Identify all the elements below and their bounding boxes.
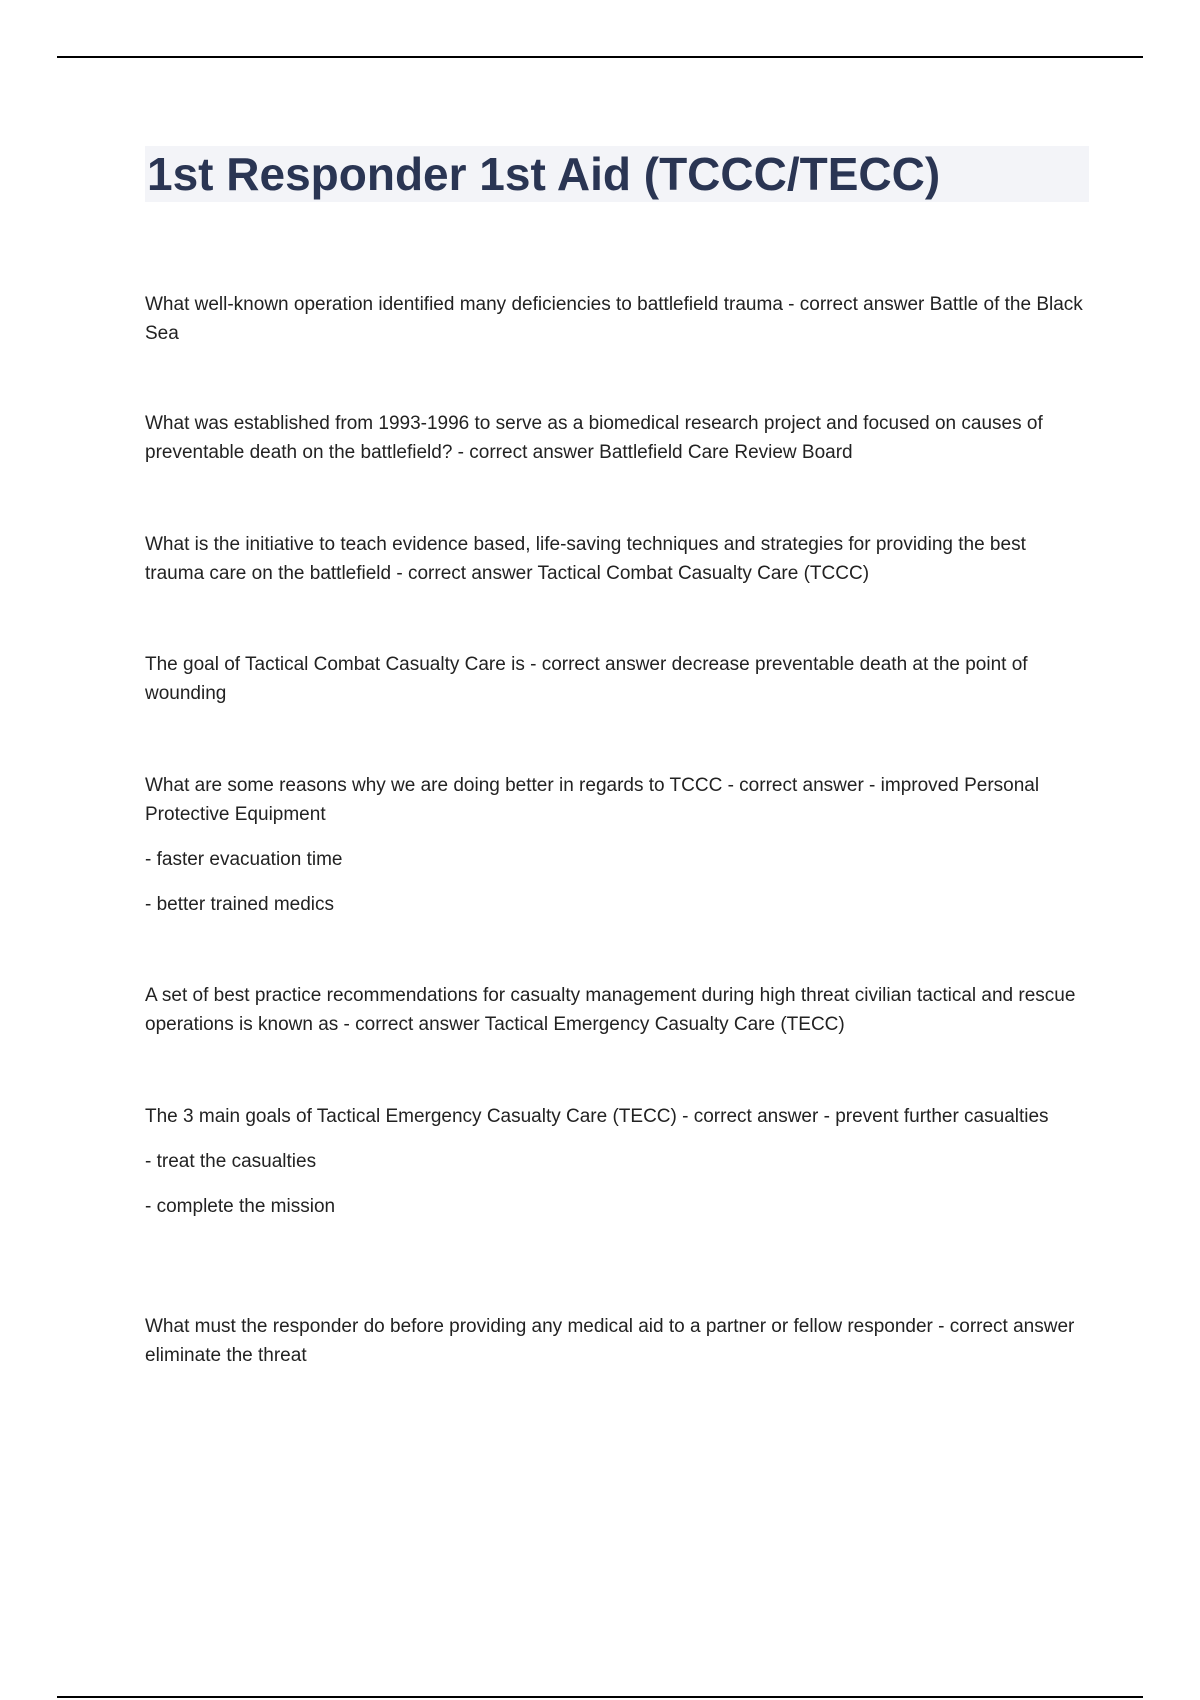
qa-text: The 3 main goals of Tactical Emergency Casualty Care (TECC) - correct answer - prevent further casualties [145, 1106, 1049, 1127]
qa-item-5 [145, 771, 1090, 919]
qa-text: A set of best practice recommendations for casualty management during high threat civilian tactical and rescue operations is known as - correct answer Tactical Emergency Casualty Care (TECC) [145, 985, 1076, 1035]
qa-item-2 [145, 409, 1090, 467]
qa-item-8 [145, 1312, 1090, 1370]
qa-text: What is the initiative to teach evidence based, life-saving techniques and strategies for providing the best trauma care on the battlefield - correct answer Tactical Combat Casualty Care (TCCC) [145, 534, 1026, 584]
qa-text: The goal of Tactical Combat Casualty Care is - correct answer decrease preventable death at the point of wounding [145, 654, 1028, 704]
bottom-rule [57, 1696, 1143, 1698]
qa-text: What was established from 1993-1996 to serve as a biomedical research project and focused on causes of preventable death on the battlefield? - correct answer Battlefield Care Review Board [145, 413, 1043, 463]
qa-text: What well-known operation identified many deficiencies to battlefield trauma - correct answer Battle of the Black Sea [145, 294, 1083, 344]
qa-bullet: - treat the casualties [145, 1151, 317, 1172]
top-rule [57, 56, 1143, 58]
qa-item-1 [145, 290, 1090, 348]
qa-bullet: - better trained medics [145, 894, 335, 915]
qa-item-7 [145, 1102, 1090, 1221]
qa-item-4 [145, 650, 1090, 708]
qa-text: What must the responder do before providing any medical aid to a partner or fellow responder - correct answer eliminate the threat [145, 1316, 1075, 1366]
document-title: 1st Responder 1st Aid (TCCC/TECC) [147, 148, 941, 200]
qa-bullet: - complete the mission [145, 1196, 336, 1217]
qa-text: What are some reasons why we are doing better in regards to TCCC - correct answer - improved Personal Protective Equipment [145, 775, 1040, 825]
qa-item-6 [145, 981, 1090, 1039]
qa-item-3 [145, 530, 1090, 588]
qa-bullet: - faster evacuation time [145, 849, 343, 870]
